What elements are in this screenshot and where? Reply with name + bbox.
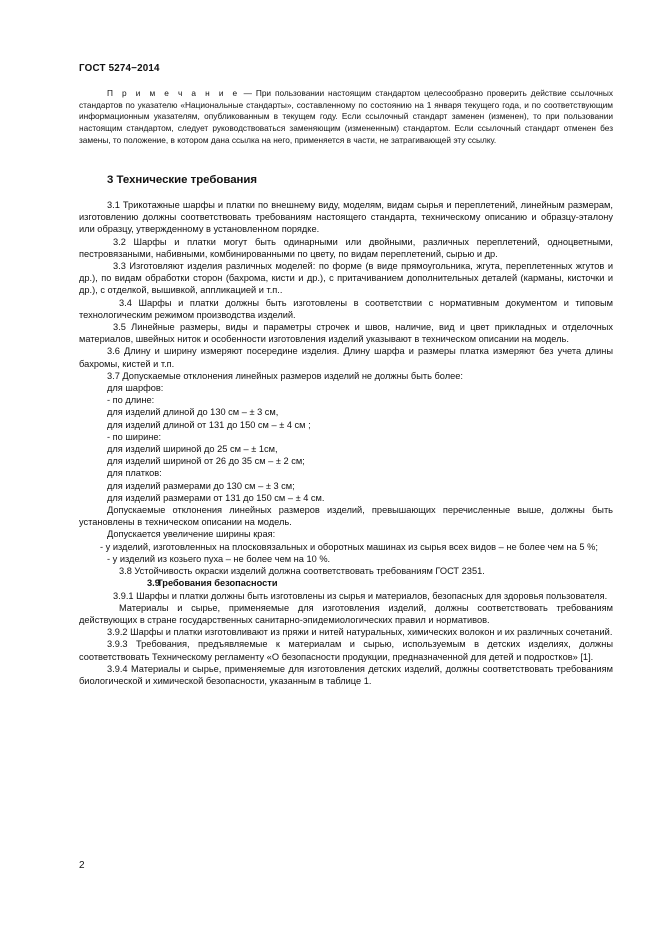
paragraph-3-6: 3.6 Длину и ширину измеряют посередине изделия. Длину шарфа и размеры платка измеряют без учета длины бахромы, кистей и т.п. xyxy=(79,346,613,369)
list-item: для изделий шириной до 25 см – ± 1см, xyxy=(107,444,278,455)
subsection-title: Требования безопасности xyxy=(157,578,278,589)
list-item: - по ширине: xyxy=(107,431,162,442)
section-title: 3 Технические требования xyxy=(107,174,258,186)
paragraph-3-7-goat-down: - у изделий из козьего пуха – не более чем на 10 %. xyxy=(107,553,331,564)
list-item: для изделий размерами до 130 см – ± 3 см; xyxy=(107,480,295,491)
paragraph-3-9-3: 3.9.3 Требования, предъявляемые к материалам и сырью, используемым в детских изделиях, должны соответствовать Техническому регламенту «О безопасности продукции, предназначенной для детей и подростков» [1]. xyxy=(79,639,613,662)
paragraph-3-8: 3.8 Устойчивость окраски изделий должна соответствовать требованиям ГОСТ 2351. xyxy=(119,566,485,577)
list-item: для изделий размерами от 131 до 150 см – ± 4 см. xyxy=(107,492,325,503)
list-item: для изделий шириной от 26 до 35 см – ± 2 см; xyxy=(107,456,305,467)
paragraph-3-7-machines: - у изделий, изготовленных на плосковязальных и оборотных машинах из сырья всех видов – не более чем на 5 %; xyxy=(100,541,598,552)
paragraph-3-9-2: 3.9.2 Шарфы и платки изготовливают из пряжи и нитей натуральных, химических волокон и их различных сочетаний. xyxy=(107,627,613,638)
paragraph-3-3: 3.3 Изготовляют изделия различных моделей: по форме (в виде прямоугольника, жгута, переплетенных жгутов и др.), по видам обработки сторон (бахрома, кисти и др.), с притачиванием дополнительных деталей (карманы, кисточки и др.), с отделкой, вышивкой, аппликацией и т.п.. xyxy=(79,261,613,296)
paragraph-3-7-width: Допускается увеличение ширины края: xyxy=(107,529,276,540)
paragraph-3-1: 3.1 Трикотажные шарфы и платки по внешнему виду, моделям, видам сырья и переплетений, линейным размерам, изготовлению должны соответствовать требованиям настоящего стандарта, техническому описанию и образцу-эталону или образцу, утвержденному в установленном порядке. xyxy=(79,200,613,235)
note-label: П р и м е ч а н и е xyxy=(107,88,240,98)
paragraph-3-9-1-materials: Материалы и сырье, применяемые для изготовления изделий, должны соответствовать требованиям действующих в стране государственных санитарно-эпидемиологических правил и нормативов. xyxy=(79,602,613,625)
standard-code-header: ГОСТ 5274−2014 xyxy=(79,63,160,74)
paragraph-3-9-1: 3.9.1 Шарфы и платки должны быть изготовлены из сырья и материалов, безопасных для здоровья пользователя. xyxy=(113,590,608,601)
paragraph-3-7-note: Допускаемые отклонения линейных размеров изделий, превышающих перечисленные выше, должны быть установлены в техническом описании на модель. xyxy=(79,505,613,528)
paragraph-3-7: 3.7 Допускаемые отклонения линейных размеров изделий не должны быть более: xyxy=(107,370,463,381)
paragraph-3-4: 3.4 Шарфы и платки должны быть изготовлены в соответствии с нормативным документом и типовым технологическим режимом производства изделий. xyxy=(79,297,613,320)
list-item: для платков: xyxy=(107,468,162,479)
subsection-number: 3.9 xyxy=(147,578,160,589)
list-item: для изделий длиной до 130 см – ± 3 см, xyxy=(107,407,279,418)
note-text: — При пользовании настоящим стандартом целесообразно проверить действие ссылочных стандартов по указателю «Национальные стандарты», составленному по состоянию на 1 января текущего года, и по соответствующим информационным указателям, опубликованным в текущем году. Если ссылочный стандарт заменен (изменен), то при пользовании настоящим стандартом, следует руководствоваться заменяющим (измененным) стандартом. Если ссылочный стандарт отменен без замены, то положение, в котором дана ссылка на него, применяется в части, не затрагивающей эту ссылку. xyxy=(79,88,613,145)
paragraph-3-2: 3.2 Шарфы и платки могут быть одинарными или двойными, различных переплетений, одноцветными, пестровязаными, набивными, комбинированными по цвету, по видам переплетений, сырью и др. xyxy=(79,236,613,259)
subsection-3-9-heading xyxy=(79,577,613,589)
reference-note xyxy=(79,88,613,147)
paragraph-3-9-4: 3.9.4 Материалы и сырье, применяемые для изготовления детских изделий, должны соответствовать требованиям биологической и химической безопасности, указанным в таблице 1. xyxy=(79,663,613,686)
section-body xyxy=(79,199,613,687)
list-item: для изделий длиной от 131 до 150 см – ± 4 см ; xyxy=(107,419,311,430)
list-item: для шарфов: xyxy=(107,383,164,394)
page-number: 2 xyxy=(79,860,85,871)
list-item: - по длине: xyxy=(107,395,155,406)
paragraph-3-5: 3.5 Линейные размеры, виды и параметры строчек и швов, наличие, вид и цвет прикладных и отделочных материалов, швейных ниток и особенности изготовления изделий указывают в техническом описании на модель. xyxy=(79,322,613,345)
